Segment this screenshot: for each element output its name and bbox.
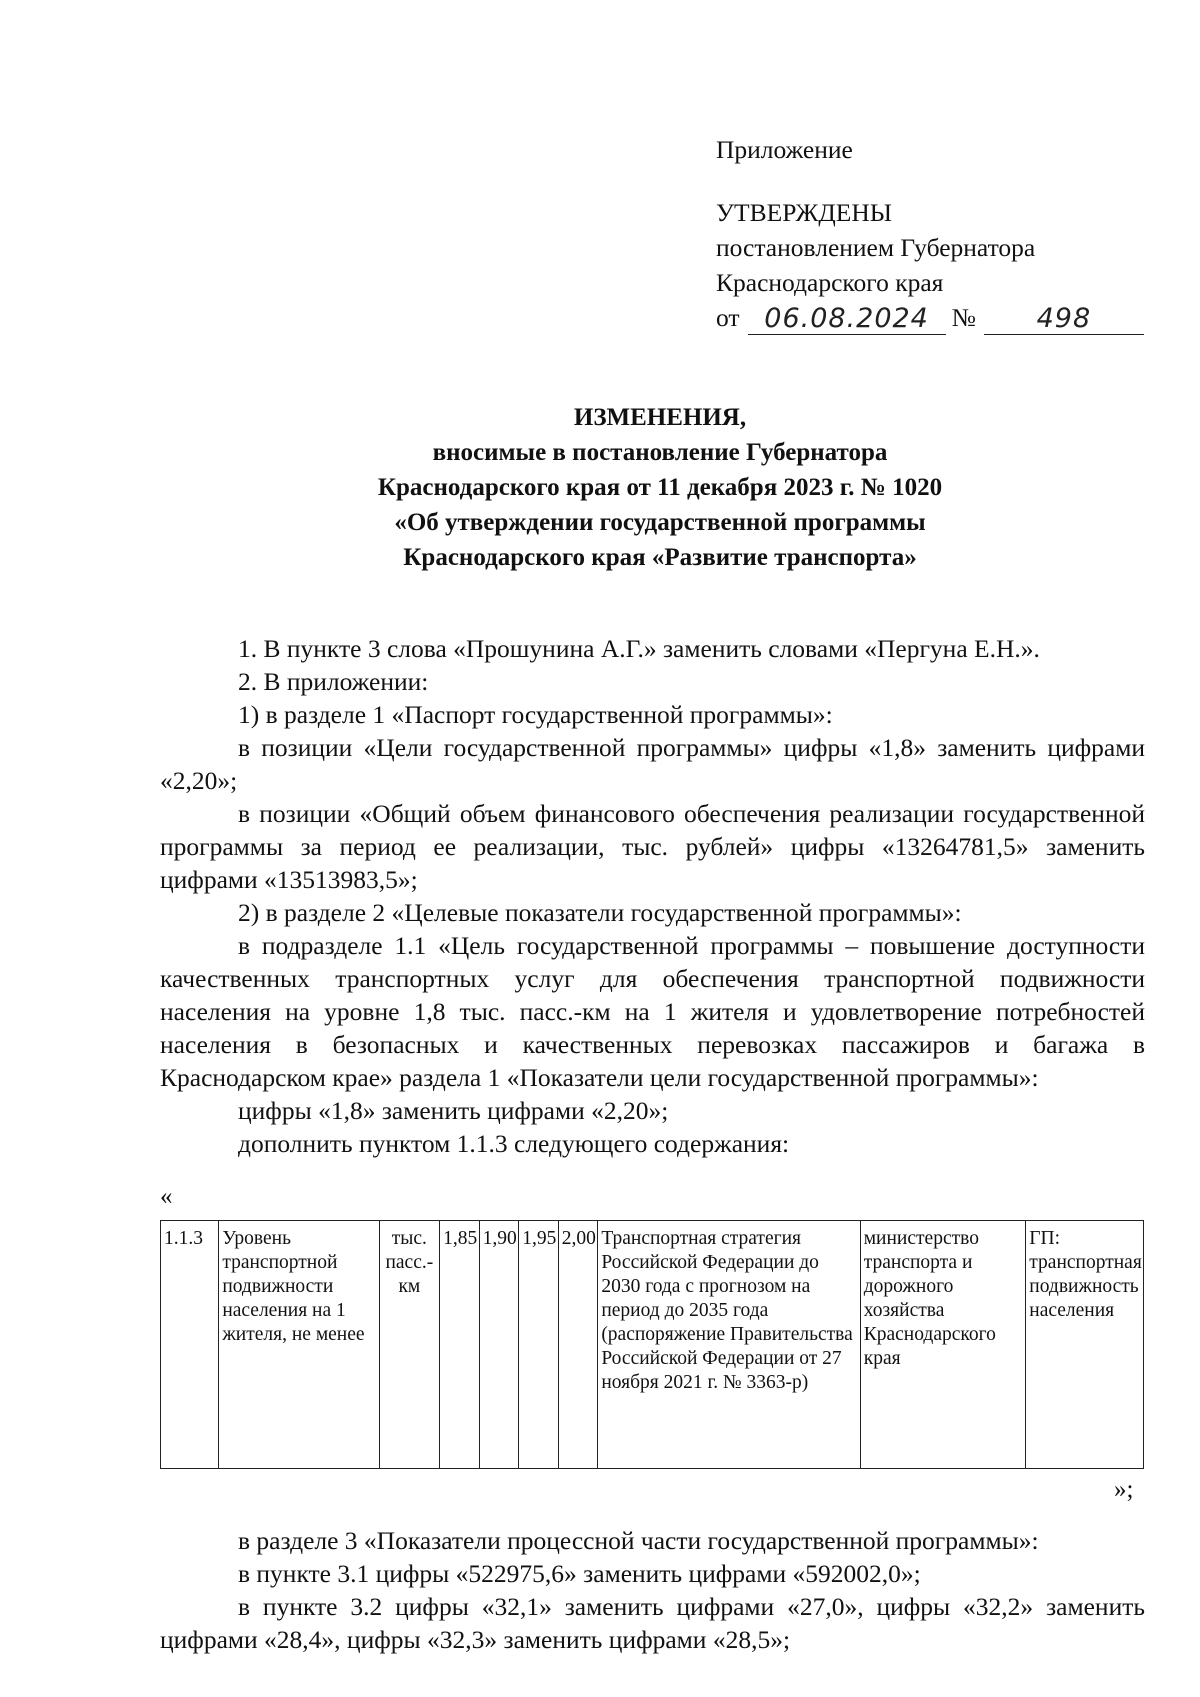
document-body-continued bbox=[160, 1524, 1145, 1656]
paragraph: 1) в разделе 1 «Паспорт государственной программы»: bbox=[238, 700, 833, 729]
date-number-line bbox=[716, 300, 1156, 335]
cell-number: 1.1.3 bbox=[161, 1221, 219, 1469]
cell-indicator-name: Уровень транспортной подвижности населения на 1 жителя, не менее bbox=[219, 1221, 379, 1469]
table-row bbox=[161, 1221, 1144, 1469]
paragraph: в пункте 3.2 цифры «32,1» заменить цифрами «27,0», цифры «32,2» заменить цифрами «28,4», цифры «32,3» заменить цифрами «28,5»; bbox=[160, 1592, 1145, 1654]
cell-value-4: 2,00 bbox=[558, 1221, 598, 1469]
paragraph: в подразделе 1.1 «Цель государственной программы – повышение доступности качественных транспортных услуг для обеспечения транспортной подвижности населения на уровне 1,8 тыс. пасс.-км на 1 жителя и удовлетворение потребностей населения в безопасных и качественных перевозках пассажиров и багажа в Краснодарском крае» раздела 1 «Показатели цели государственной программы»: bbox=[160, 931, 1145, 1092]
handwritten-date: 06.08.2024 bbox=[748, 304, 946, 335]
heading-line: Краснодарского края «Развитие транспорта» bbox=[403, 544, 917, 571]
date-prefix: от bbox=[716, 303, 740, 332]
document-body bbox=[160, 632, 1145, 1160]
heading-line: вносимые в постановление Губернатора bbox=[432, 439, 888, 466]
heading-line: Краснодарского края от 11 декабря 2023 г. № 1020 bbox=[377, 474, 943, 501]
cell-unit: тыс. пасс.-км bbox=[379, 1221, 439, 1469]
cell-value-1: 1,85 bbox=[440, 1221, 480, 1469]
paragraph: в позиции «Цели государственной программы» цифры «1,8» заменить цифрами «2,20»; bbox=[160, 733, 1145, 795]
paragraph: в пункте 3.1 цифры «522975,6» заменить цифрами «592002,0»; bbox=[238, 1559, 921, 1588]
paragraph: в разделе 3 «Показатели процессной части государственной программы»: bbox=[238, 1526, 1039, 1555]
indicator-table bbox=[160, 1220, 1144, 1469]
closing-quote: »; bbox=[1114, 1476, 1134, 1503]
cell-link: ГП: транспортная подвижность населения bbox=[1026, 1221, 1144, 1469]
approved-by-line2: Краснодарского края bbox=[716, 268, 944, 297]
paragraph: в позиции «Общий объем финансового обеспечения реализации государственной программы за период ее реализации, тыс. рублей» цифры «13264781,5» заменить цифрами «13513983,5»; bbox=[160, 799, 1145, 894]
appendix-block bbox=[716, 132, 1156, 335]
paragraph: цифры «1,8» заменить цифрами «2,20»; bbox=[238, 1096, 669, 1125]
number-prefix: № bbox=[951, 303, 976, 332]
paragraph: 2. В приложении: bbox=[238, 667, 429, 696]
paragraph: 2) в разделе 2 «Целевые показатели государственной программы»: bbox=[238, 898, 962, 927]
approved-by-line1: постановлением Губернатора bbox=[716, 233, 1036, 262]
cell-value-2: 1,90 bbox=[479, 1221, 519, 1469]
document-heading bbox=[160, 400, 1160, 575]
approved-label: УТВЕРЖДЕНЫ bbox=[716, 198, 892, 227]
paragraph: 1. В пункте 3 слова «Прошунина А.Г.» заменить словами «Пергуна Е.Н.». bbox=[238, 634, 1040, 663]
cell-value-3: 1,95 bbox=[519, 1221, 559, 1469]
appendix-label: Приложение bbox=[716, 135, 853, 164]
paragraph: дополнить пунктом 1.1.3 следующего содержания: bbox=[238, 1129, 790, 1158]
heading-line: ИЗМЕНЕНИЯ, bbox=[573, 404, 747, 431]
opening-quote: « bbox=[160, 1183, 173, 1210]
heading-line: «Об утверждении государственной программы bbox=[394, 509, 926, 536]
cell-basis: Транспортная стратегия Российской Федерации до 2030 года с прогнозом на период до 2035 года (распоряжение Правительства Российской Федерации от 27 ноября 2021 г. № 3363-р) bbox=[598, 1221, 860, 1469]
handwritten-number: 498 bbox=[984, 304, 1144, 335]
cell-responsible: министерство транспорта и дорожного хозяйства Краснодарского края bbox=[860, 1221, 1026, 1469]
